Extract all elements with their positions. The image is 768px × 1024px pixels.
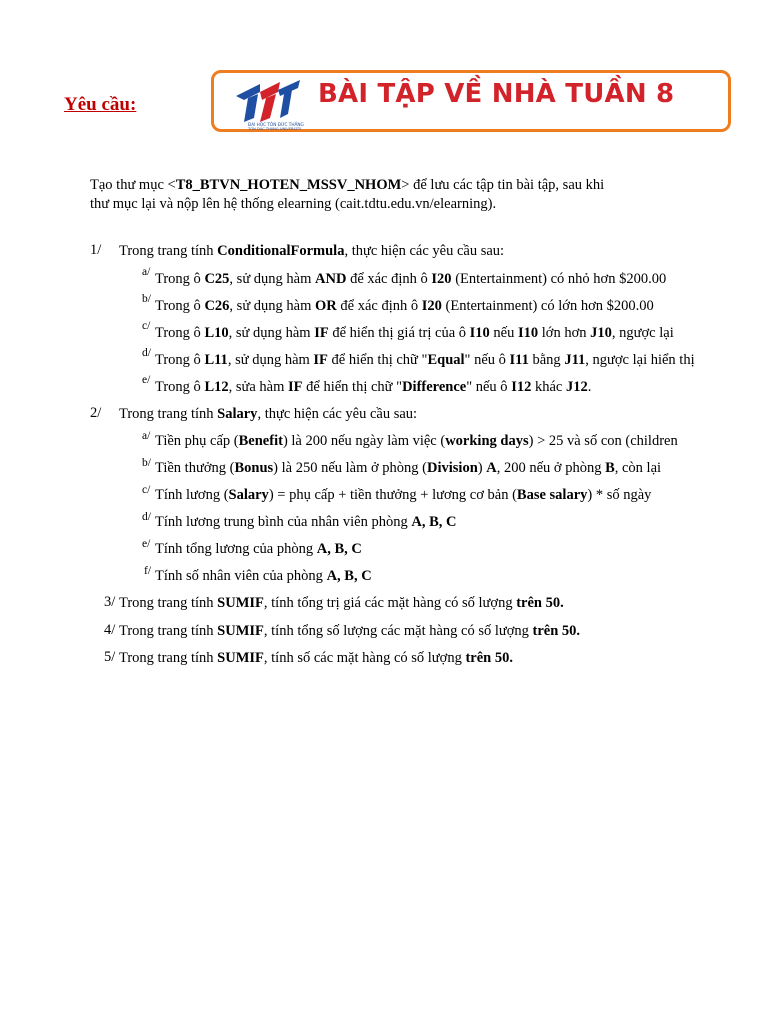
intro-line-2: thư mục lại và nộp lên hệ thống elearning (cait.tdtu.edu.vn/elearning). <box>90 196 497 212</box>
s2-item-c: Tính lương (Salary) = phụ cấp + tiền thưởng + lương cơ bản (Base salary) * số ngày <box>155 487 652 503</box>
section-2-title: Trong trang tính Salary, thực hiện các yêu cầu sau: <box>119 406 418 422</box>
s2-item-a: Tiền phụ cấp (Benefit) là 200 nếu ngày làm việc (working days) > 25 và số con (children <box>155 433 678 449</box>
s1-item-b-label: b/ <box>142 293 151 305</box>
s1-item-d: Trong ô L11, sử dụng hàm IF để hiển thị chữ "Equal" nếu ô I11 bằng J11, ngược lại hiển thị <box>155 352 695 368</box>
s1-item-d-label: d/ <box>142 347 151 359</box>
s1-item-b: Trong ô C26, sử dụng hàm OR để xác định ô I20 (Entertainment) có lớn hơn $200.00 <box>155 298 654 314</box>
s2-item-b-label: b/ <box>142 457 151 469</box>
s2-item-d: Tính lương trung bình của nhân viên phòng A, B, C <box>155 514 457 530</box>
section-3-number: 3/ <box>104 594 116 610</box>
s2-item-a-label: a/ <box>142 430 151 442</box>
section-5-number: 5/ <box>104 649 116 665</box>
s2-item-d-label: d/ <box>142 511 151 523</box>
logo-caption-1: ĐẠI HỌC TÔN ĐỨC THẮNG <box>248 122 304 127</box>
s2-item-f-label: f/ <box>144 565 152 577</box>
section-4-number: 4/ <box>104 622 116 638</box>
logo-caption-2: TON DUC THANG UNIVERSITY <box>248 127 302 131</box>
section-1-number: 1/ <box>90 242 102 258</box>
s1-item-c-label: c/ <box>142 320 151 332</box>
section-1-title: Trong trang tính ConditionalFormula, thực hiện các yêu cầu sau: <box>119 243 505 259</box>
tdtu-logo-icon <box>230 78 302 130</box>
s2-item-e-label: e/ <box>142 538 151 550</box>
s2-item-e: Tính tổng lương của phòng A, B, C <box>155 541 362 557</box>
s1-item-c: Trong ô L10, sử dụng hàm IF để hiển thị giá trị của ô I10 nếu I10 lớn hơn J10, ngược lại <box>155 325 674 341</box>
section-2-number: 2/ <box>90 405 102 421</box>
s2-item-f: Tính số nhân viên của phòng A, B, C <box>155 568 372 584</box>
section-4-text: Trong trang tính SUMIF, tính tổng số lượng các mặt hàng có số lượng trên 50. <box>119 623 581 639</box>
intro-paragraph <box>90 176 604 214</box>
section-5-text: Trong trang tính SUMIF, tính số các mặt hàng có số lượng trên 50. <box>119 650 513 666</box>
section-3-text: Trong trang tính SUMIF, tính tổng trị giá các mặt hàng có số lượng trên 50. <box>119 595 564 611</box>
intro-line-1: Tạo thư mục <T8_BTVN_HOTEN_MSSV_NHOM> để lưu các tập tin bài tập, sau khi <box>90 177 605 193</box>
s1-item-e-label: e/ <box>142 374 151 386</box>
s2-item-c-label: c/ <box>142 484 151 496</box>
s1-item-a: Trong ô C25, sử dụng hàm AND để xác định ô I20 (Entertainment) có nhỏ hơn $200.00 <box>155 271 667 287</box>
banner <box>211 70 731 132</box>
banner-title: BÀI TẬP VỀ NHÀ TUẦN 8 <box>318 79 675 109</box>
requirements-heading: Yêu cầu: <box>64 94 137 115</box>
s1-item-e: Trong ô L12, sửa hàm IF để hiển thị chữ "Difference" nếu ô I12 khác J12. <box>155 379 592 395</box>
s2-item-b: Tiền thưởng (Bonus) là 250 nếu làm ở phòng (Division) A, 200 nếu ở phòng B, còn lại <box>155 460 662 476</box>
s1-item-a-label: a/ <box>142 266 151 278</box>
